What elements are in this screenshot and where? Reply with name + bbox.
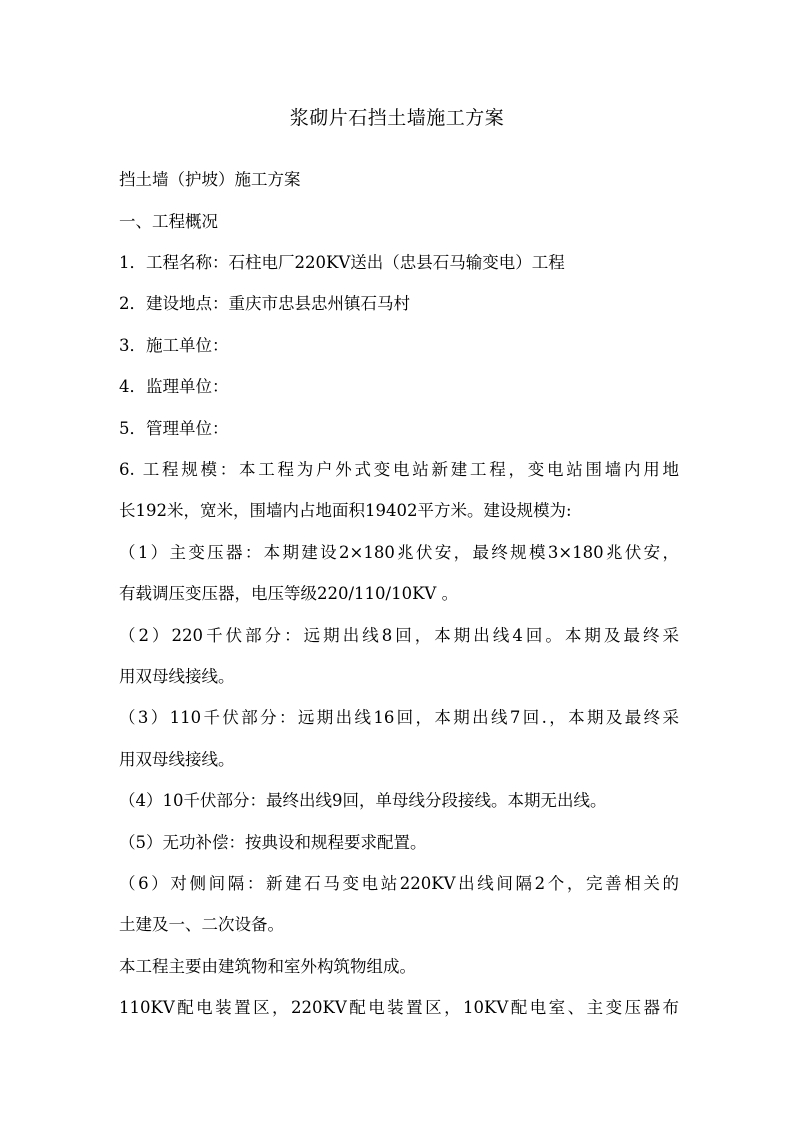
switchgear-areas-line: 110KV配电装置区，220KV配电装置区，10KV配电室、主变压器布 <box>119 998 679 1017</box>
kv220-section-line-1: （2）220千伏部分：远期出线8回，本期出线4回。本期及最终采 <box>119 626 679 645</box>
composition-line: 本工程主要由建筑物和室外构筑物组成。 <box>119 957 416 976</box>
construction-site-line: 2．建设地点：重庆市忠县忠州镇石马村 <box>119 294 410 313</box>
kv110-section-line-1: （3）110千伏部分：远期出线16回，本期出线7回.，本期及最终采 <box>119 708 679 727</box>
document-title: 浆砌片石挡土墙施工方案 <box>289 107 505 129</box>
opposite-bay-line-2: 土建及一、二次设备。 <box>119 915 284 934</box>
management-unit-line: 5．管理单位： <box>119 419 229 438</box>
section-heading-overview: 一、工程概况 <box>119 212 218 231</box>
main-transformer-line-2: 有载调压变压器，电压等级220/110/10KV 。 <box>119 584 459 603</box>
project-scale-line-1: 6. 工程规模：本工程为户外式变电站新建工程，变电站围墙内用地 <box>119 460 679 479</box>
opposite-bay-line-1: （6）对侧间隔：新建石马变电站220KV出线间隔2个，完善相关的 <box>119 874 679 893</box>
main-transformer-line-1: （1）主变压器：本期建设2×180兆伏安，最终规模3×180兆伏安， <box>119 543 679 562</box>
reactive-compensation-line: （5）无功补偿：按典设和规程要求配置。 <box>119 833 427 852</box>
section-heading-retaining-wall: 挡土墙（护坡）施工方案 <box>119 170 301 189</box>
kv110-section-line-2: 用双母线接线。 <box>119 750 235 769</box>
kv10-section-line: （4）10千伏部分：最终出线9回，单母线分段接线。本期无出线。 <box>119 791 607 810</box>
supervision-unit-line: 4．监理单位： <box>119 377 229 396</box>
project-scale-line-2: 长192米，宽米，围墙内占地面积19402平方米。建设规模为: <box>119 501 572 520</box>
construction-unit-line: 3．施工单位： <box>119 336 229 355</box>
project-name-line: 1．工程名称：石柱电厂220KV送出（忠县石马输变电）工程 <box>119 253 565 272</box>
kv220-section-line-2: 用双母线接线。 <box>119 667 235 686</box>
